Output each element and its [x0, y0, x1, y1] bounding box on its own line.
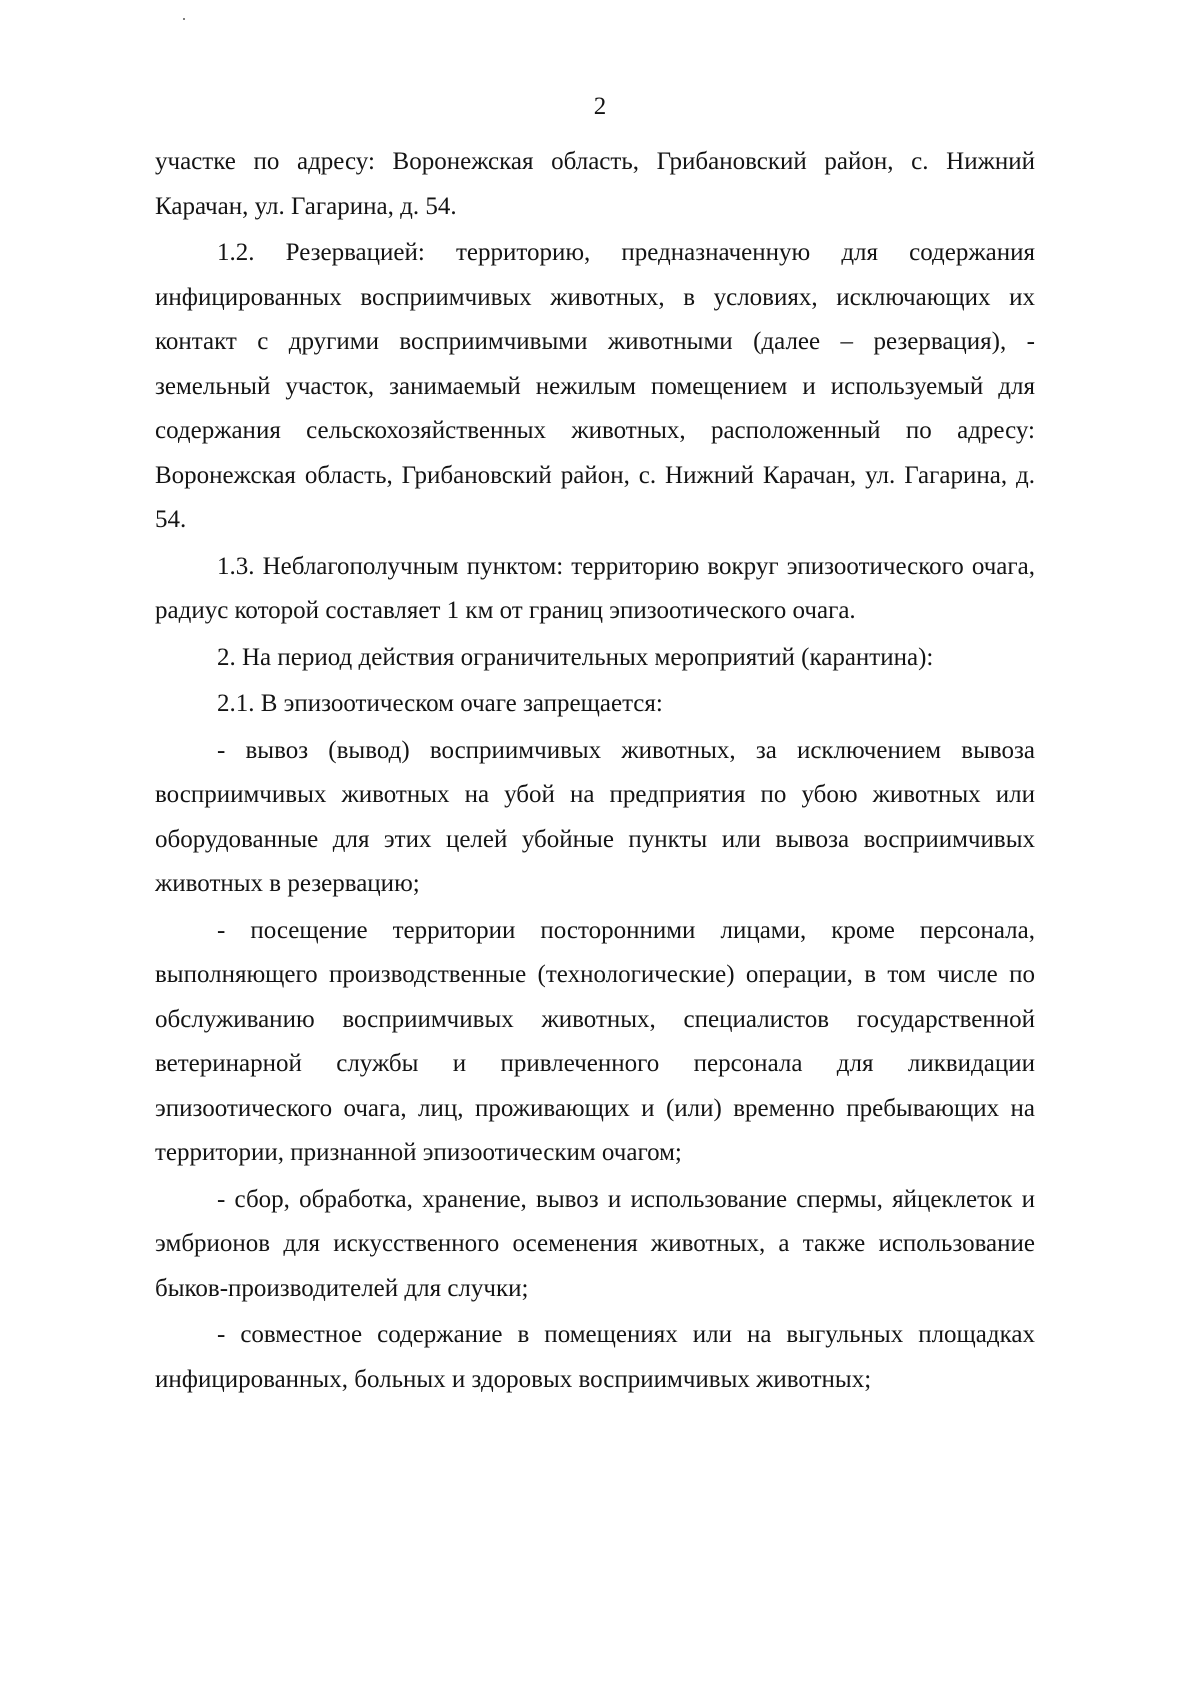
list-item-reproductive-material: - сбор, обработка, хранение, вывоз и использование спермы, яйцеклеток и эмбрионов для искусственного осеменения животных, а также использование быков-производителей для случки; [155, 1185, 1035, 1302]
paragraph-2-quarantine-period: 2. На период действия ограничительных мероприятий (карантина): [217, 643, 934, 671]
document-body [155, 140, 1035, 1402]
page-number: 2 [593, 93, 607, 120]
list-item-visitor-restriction: - посещение территории посторонними лицами, кроме персонала, выполняющего производственные (технологические) операции, в том числе по обслуживанию восприимчивых животных, специалистов государственной ветеринарной службы и привлеченного персонала для ликвидации эпизоотического очага, лиц, проживающих и (или) временно пребывающих на территории, признанной эпизоотическим очагом; [155, 916, 1035, 1166]
paragraph-2-1-prohibitions: 2.1. В эпизоотическом очаге запрещается: [217, 690, 663, 717]
paragraph-address-continuation: участке по адресу: Воронежская область, Грибановский район, с. Нижний Карачан, ул. Гагарина, д. 54. [155, 148, 1035, 220]
list-item-joint-housing: - совместное содержание в помещениях или на выгульных площадках инфицированных, больных и здоровых восприимчивых животных; [155, 1321, 1035, 1393]
paragraph-1-3-unfavorable-point: 1.3. Неблагополучным пунктом: территорию вокруг эпизоотического очага, радиус которой составляет 1 км от границ эпизоотического очага. [155, 552, 1035, 624]
scan-artifact-dot [183, 18, 185, 20]
paragraph-1-2-reservation: 1.2. Резервацией: территорию, предназначенную для содержания инфицированных восприимчивых животных, в условиях, исключающих их контакт с другими восприимчивыми животными (далее – резервация), - земельный участок, занимаемый нежилым помещением и используемый для содержания сельскохозяйственных животных, расположенный по адресу: Воронежская область, Грибановский район, с. Нижний Карачан, ул. Гагарина, д. 54. [155, 239, 1035, 533]
list-item-animal-removal: - вывоз (вывод) восприимчивых животных, за исключением вывоза восприимчивых животных на убой на предприятия по убою животных или оборудованные для этих целей убойные пункты или вывоза восприимчивых животных в резервацию; [155, 736, 1035, 897]
